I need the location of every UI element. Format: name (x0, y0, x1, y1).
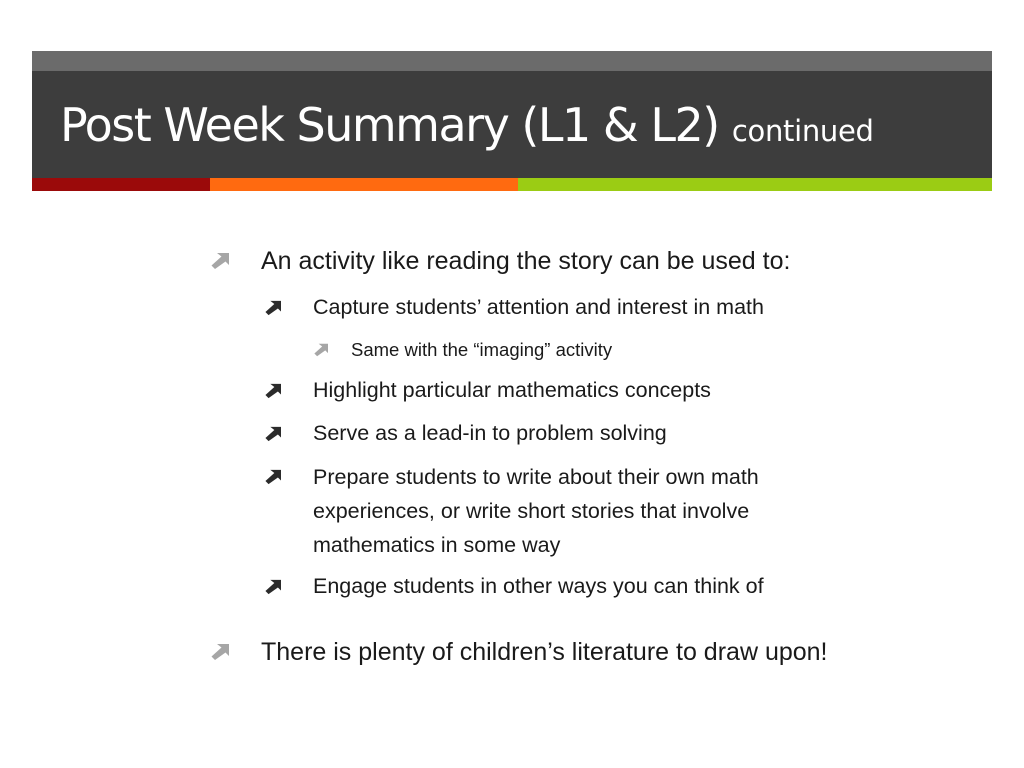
arrow-up-right-icon (264, 469, 282, 485)
slide-title-main: Post Week Summary (L1 & L2) (60, 98, 719, 152)
arrow-up-right-icon (210, 643, 230, 661)
bullet-text: Engage students in other ways you can think of (313, 574, 764, 598)
accent-stripe-green (518, 178, 992, 191)
arrow-up-right-icon (264, 383, 282, 399)
arrow-up-right-icon (313, 343, 329, 357)
bullet-text: Serve as a lead-in to problem solving (313, 421, 667, 445)
accent-stripe-orange (210, 178, 518, 191)
slide-title (60, 95, 874, 161)
bullet-text: Capture students’ attention and interest in math (313, 295, 764, 319)
arrow-up-right-icon (210, 252, 230, 270)
title-bar (32, 71, 992, 178)
bullet-text: Same with the “imaging” activity (351, 339, 613, 360)
arrow-up-right-icon (264, 579, 282, 595)
bullet-text: An activity like reading the story can be used to: (261, 247, 791, 275)
slide-title-suffix: continued (731, 114, 874, 148)
bullet-text: Prepare students to write about their own math experiences, or write short stories that involve mathematics in some way (313, 465, 759, 557)
bullet-text: There is plenty of children’s literature to draw upon! (261, 638, 828, 666)
header-top-band (32, 51, 992, 71)
arrow-up-right-icon (264, 426, 282, 442)
bullet-text: Highlight particular mathematics concepts (313, 378, 711, 402)
accent-stripe-red (32, 178, 210, 191)
arrow-up-right-icon (264, 300, 282, 316)
